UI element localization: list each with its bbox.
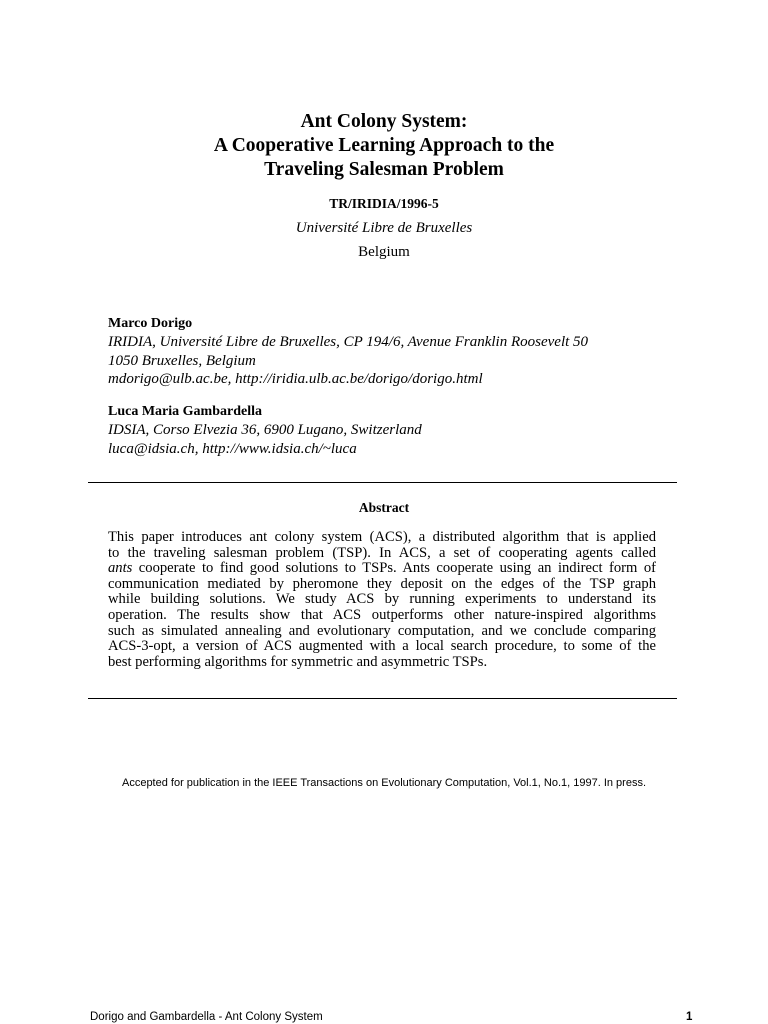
horizontal-rule — [88, 482, 677, 483]
abstract-line: ACS-3-opt, a version of ACS augmented with a local search procedure, to some of the — [108, 638, 656, 655]
emphasis-ants: ants — [108, 560, 133, 577]
publication-note: Accepted for publication in the IEEE Transactions on Evolutionary Computation, Vol.1, No.1, 1997. In press. — [121, 777, 647, 789]
institution: Université Libre de Bruxelles — [295, 220, 473, 236]
abstract-line: to the traveling salesman problem (TSP). In ACS, a set of cooperating agents called — [108, 544, 656, 561]
author-affiliation: IDSIA, Corso Elvezia 36, 6900 Lugano, Switzerland — [108, 422, 422, 439]
author-contact: mdorigo@ulb.ac.be, http://iridia.ulb.ac.be/dorigo/dorigo.html — [108, 370, 483, 387]
title-line: Ant Colony System: — [300, 111, 468, 132]
abstract-heading: Abstract — [358, 500, 410, 515]
report-number: TR/IRIDIA/1996-5 — [329, 196, 439, 211]
author-contact: luca@idsia.ch, http://www.idsia.ch/~luca — [108, 440, 357, 457]
paper-title — [0, 110, 768, 182]
abstract-text — [108, 530, 656, 670]
author-block — [108, 403, 708, 458]
abstract-line: operation. The results show that ACS outperforms other nature-inspired algorithms — [108, 606, 656, 623]
page-number: 1 — [686, 1011, 693, 1023]
abstract-line: This paper introduces ant colony system (ACS), a distributed algorithm that is applied — [108, 529, 656, 545]
abstract-line: while building solutions. We study ACS by running experiments to understand its — [108, 591, 656, 608]
author-block — [108, 315, 708, 388]
country: Belgium — [358, 244, 410, 260]
author-name: Marco Dorigo — [108, 316, 193, 331]
abstract-line: such as simulated annealing and evolutionary computation, and we conclude comparing — [108, 622, 656, 639]
title-line: A Cooperative Learning Approach to the — [213, 135, 555, 156]
horizontal-rule — [88, 698, 677, 699]
title-line: Traveling Salesman Problem — [264, 159, 504, 180]
abstract-line: communication mediated by pheromone they deposit on the edges of the TSP graph — [108, 575, 656, 592]
abstract-line-rest: cooperate to find good solutions to TSPs. Ants cooperate using an indirect form of — [132, 560, 656, 577]
running-title: Dorigo and Gambardella - Ant Colony System — [90, 1011, 323, 1023]
author-name: Luca Maria Gambardella — [108, 404, 262, 419]
abstract-line: best performing algorithms for symmetric and asymmetric TSPs. — [108, 653, 488, 670]
author-address: 1050 Bruxelles, Belgium — [108, 352, 256, 369]
abstract-line — [108, 561, 656, 577]
author-affiliation: IRIDIA, Université Libre de Bruxelles, CP 194/6, Avenue Franklin Roosevelt 50 — [108, 334, 589, 351]
